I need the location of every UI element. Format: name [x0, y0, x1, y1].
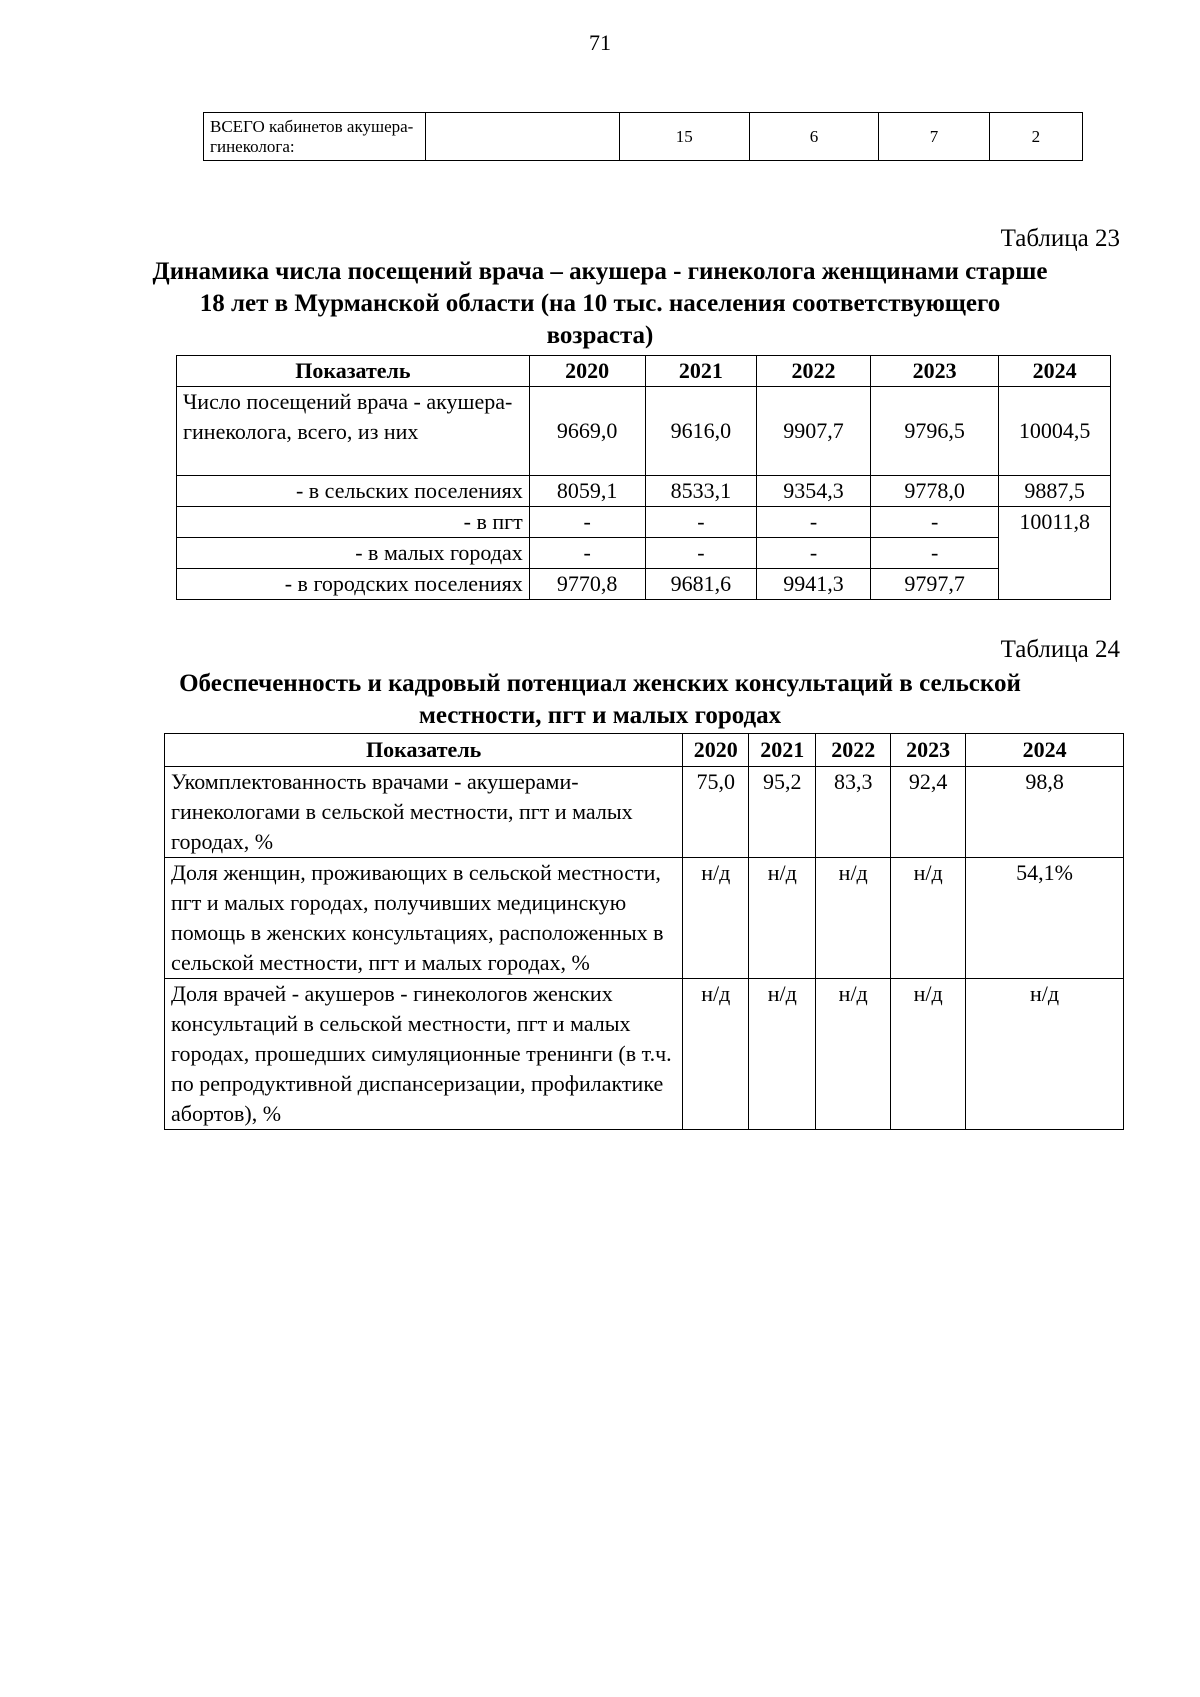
table-cell: 10004,5: [999, 387, 1111, 476]
page-number: 71: [589, 30, 611, 55]
table-cell: 9669,0: [529, 387, 645, 476]
table-cell: н/д: [891, 979, 966, 1130]
table-cell: -: [645, 507, 757, 538]
table-cell: 6: [749, 113, 879, 161]
column-header: 2024: [966, 734, 1124, 767]
table-row: [177, 538, 1111, 569]
column-header: 2020: [529, 356, 645, 387]
table-header-row: [165, 734, 1124, 767]
table-row: [204, 113, 1083, 161]
table-cell-merged: 10011,8: [999, 507, 1111, 600]
table-cell: -: [645, 538, 757, 569]
table-cell: 9797,7: [870, 569, 998, 600]
table-23-title: Динамика числа посещений врача – акушера - гинеколога женщинами старше 18 лет в Мурманской области (на 10 тыс. населения соответствующего возраста): [152, 258, 1048, 349]
table-cell: -: [529, 538, 645, 569]
table-cell: 92,4: [891, 767, 966, 858]
table-cell: 9616,0: [645, 387, 757, 476]
column-header: 2021: [645, 356, 757, 387]
table-cell: н/д: [966, 979, 1124, 1130]
table-cell: 15: [619, 113, 749, 161]
table-row: [177, 387, 1111, 476]
row-label: - в малых городах: [177, 538, 530, 569]
column-header: 2023: [891, 734, 966, 767]
table-cell: 9354,3: [757, 476, 871, 507]
table-cell: 75,0: [683, 767, 749, 858]
table-cell: 8059,1: [529, 476, 645, 507]
table-header-row: [177, 356, 1111, 387]
table-23: [176, 355, 1111, 600]
table-cell: 54,1%: [966, 858, 1124, 979]
table-cell: н/д: [891, 858, 966, 979]
table-24-title: Обеспеченность и кадровый потенциал женских консультаций в сельской местности, пгт и малых городах: [179, 670, 1021, 729]
table-cell: -: [757, 538, 871, 569]
column-header: Показатель: [165, 734, 683, 767]
row-label: Доля врачей - акушеров - гинекологов женских консультаций в сельской местности, пгт и малых городах, прошедших симуляционные тренинги (в т.ч. по репродуктивной диспансеризации, профилактике абортов), %: [165, 979, 683, 1130]
table-cell: 8533,1: [645, 476, 757, 507]
table-cell: -: [870, 538, 998, 569]
column-header: 2021: [749, 734, 816, 767]
table-cell: н/д: [683, 858, 749, 979]
table-cell: н/д: [816, 858, 891, 979]
column-header: 2020: [683, 734, 749, 767]
table-cell: -: [757, 507, 871, 538]
table-cell: 9770,8: [529, 569, 645, 600]
row-label: Укомплектованность врачами - акушерами-гинекологами в сельской местности, пгт и малых городах, %: [165, 767, 683, 858]
table-cell: н/д: [816, 979, 891, 1130]
column-header: Показатель: [177, 356, 530, 387]
table-cell: 83,3: [816, 767, 891, 858]
column-header: 2023: [870, 356, 998, 387]
table-cell: 95,2: [749, 767, 816, 858]
table-cell: [425, 113, 619, 161]
table-cell: 9681,6: [645, 569, 757, 600]
table-cell: н/д: [749, 979, 816, 1130]
table-row: [177, 476, 1111, 507]
table-cell: 7: [879, 113, 989, 161]
table-24: [164, 733, 1124, 1130]
table-cell: 9778,0: [870, 476, 998, 507]
table-23-caption: Таблица 23: [1000, 225, 1120, 252]
table-cell: 98,8: [966, 767, 1124, 858]
table-row: [165, 858, 1124, 979]
table-cell: 9796,5: [870, 387, 998, 476]
table-cell: -: [529, 507, 645, 538]
row-label: - в городских поселениях: [177, 569, 530, 600]
table-cell: н/д: [683, 979, 749, 1130]
table-24-caption: Таблица 24: [1000, 636, 1120, 663]
row-label: - в пгт: [177, 507, 530, 538]
row-label: Доля женщин, проживающих в сельской местности, пгт и малых городах, получивших медицинскую помощь в женских консультациях, расположенных в сельской местности, пгт и малых городах, %: [165, 858, 683, 979]
row-label: Число посещений врача - акушера-гинеколога, всего, из них: [177, 387, 530, 476]
table-row: [165, 767, 1124, 858]
cabinets-total-table: [203, 112, 1083, 161]
column-header: 2022: [757, 356, 871, 387]
table-row: [177, 507, 1111, 538]
column-header: 2024: [999, 356, 1111, 387]
table-cell: 9887,5: [999, 476, 1111, 507]
table-cell: 9907,7: [757, 387, 871, 476]
table-row: [177, 569, 1111, 600]
table-cell: -: [870, 507, 998, 538]
table-row: [165, 979, 1124, 1130]
row-label: ВСЕГО кабинетов акушера-гинеколога:: [204, 113, 426, 161]
table-cell: 2: [989, 113, 1082, 161]
table-cell: 9941,3: [757, 569, 871, 600]
table-cell: н/д: [749, 858, 816, 979]
column-header: 2022: [816, 734, 891, 767]
row-label: - в сельских поселениях: [177, 476, 530, 507]
